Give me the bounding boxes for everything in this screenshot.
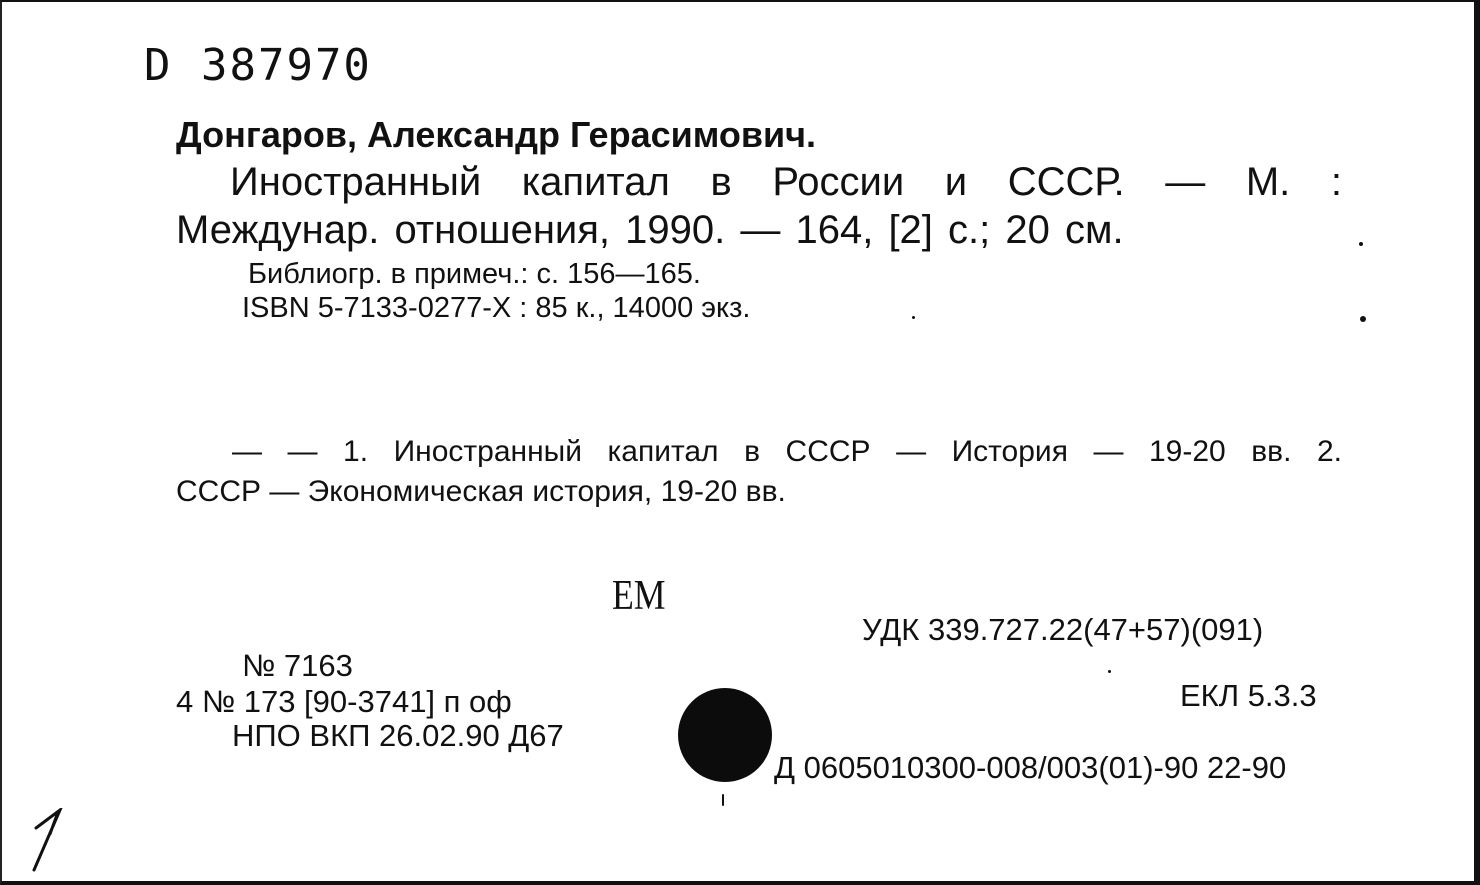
em-code: ЕМ [612,573,666,619]
npo-info: НПО ВКП 26.02.90 Д67 [232,718,564,753]
speck [912,316,915,319]
order-number: № 7163 [242,648,353,683]
author-heading: Донгаров, Александр Герасимович. [176,114,817,155]
d-code: Д 0605010300-008/003(01)-90 22-90 [774,750,1287,785]
subject-line-2: СССР — Экономическая история, 19-20 вв. [176,475,786,508]
punch-hole [678,688,772,782]
speck [1108,670,1111,673]
speck [1360,316,1366,322]
bibliography-note: Библиогр. в примеч.: с. 156—165. [248,258,701,290]
subject-tracings [176,432,1342,512]
handwritten-mark [30,808,70,874]
title-statement: Иностранный капитал в России и СССР. — М. : [230,160,1342,204]
publication-details: Междунар. отношения, 1990. — 164, [2] с.; 20 см. [176,208,1124,252]
speck [1359,242,1363,246]
accession-number: D 387970 [144,40,372,91]
isbn-line: ISBN 5-7133-0277-X : 85 к., 14000 экз. [242,292,751,324]
speck [722,794,724,806]
subject-line-1: — — 1. Иностранный капитал в СССР — История — 19-20 вв. 2. [232,435,1342,468]
print-info: 4 № 173 [90-3741] п оф [176,684,512,719]
ekl-classification: ЕКЛ 5.3.3 [1180,678,1317,713]
udk-classification: УДК 339.727.22(47+57)(091) [862,612,1264,647]
